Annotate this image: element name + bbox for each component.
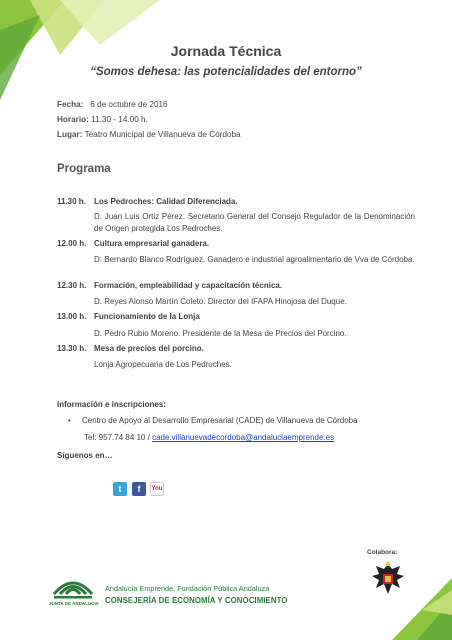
program-desc: Lonja Agropecuaria de Los Pedroches. (94, 360, 232, 369)
program-item-1200 (57, 239, 415, 248)
program-time: 13.00 h. (57, 312, 87, 321)
lugar-value: Teatro Municipal de Villanueva de Córdoba (84, 130, 241, 139)
horario-value: 11.30 - 14.00 h. (91, 115, 148, 124)
info-bullet-item (68, 416, 358, 425)
org-name-line1: Andalucía Emprende, Fundación Pública Andaluza (105, 584, 270, 593)
programa-heading: Programa (57, 163, 111, 175)
program-time: 13.30 h. (57, 344, 87, 353)
horario-label: Horario: (57, 115, 89, 124)
program-item-1230 (57, 281, 415, 290)
program-title: Funcionamiento de la Lonja (94, 312, 200, 321)
page-title: Jornada Técnica (170, 43, 282, 59)
horario-row (57, 115, 148, 124)
program-desc: D. Pedro Rubio Moreno. Presidente de la Mesa de Precios del Porcino. (94, 329, 347, 338)
program-item-1330 (57, 344, 415, 353)
program-item-1130 (57, 197, 415, 206)
colabora-label: Colabora: (367, 549, 398, 556)
junta-caption: JUNTA DE ANDALUCIA (49, 601, 99, 606)
cade-center-text: Centro de Apoyo al Desarrollo Empresarial (CADE) de Villanueva de Córdoba (82, 416, 358, 425)
info-heading: Información e inscripciones: (57, 400, 166, 409)
program-title: Mesa de precios del porcino. (94, 344, 204, 353)
program-item-1300 (57, 312, 415, 321)
program-desc: D. Juan Luis Ortiz Pérez. Secretario General del Consejo Regulador de la Denominación de Origen protegida Los Pedroches. (94, 212, 415, 233)
email-link[interactable]: cade.villanuevadecordoba@andaluciaemprende.es (152, 433, 335, 442)
follow-us-label: Síguenos en… (57, 451, 113, 460)
program-desc: D. Reyes Alonso Martín Coleto. Director del IFAPA Hinojosa del Duque. (94, 297, 347, 306)
org-name-line2: CONSEJERÍA DE ECONOMÍA Y CONOCIMIENTO (105, 596, 288, 605)
decorative-green-triangles-bottom (382, 570, 452, 640)
lugar-row (57, 130, 241, 139)
bullet-dot: • (68, 416, 71, 425)
lugar-label: Lugar: (57, 130, 83, 139)
page-subtitle: “Somos dehesa: las potencialidades del entorno” (90, 66, 362, 78)
contact-line (84, 433, 334, 442)
program-title: Cultura empresarial ganadera. (94, 239, 210, 248)
fecha-label: Fecha: (57, 100, 84, 109)
fecha-value: 6 de octubre de 2016 (90, 100, 168, 109)
twitter-icon[interactable]: t (113, 482, 127, 496)
program-time: 12.30 h. (57, 281, 87, 290)
facebook-icon[interactable]: f (132, 482, 146, 496)
program-title: Los Pedroches: Calidad Diferenciada. (94, 197, 238, 206)
program-time: 11.30 h. (57, 197, 86, 206)
youtube-icon[interactable]: You (150, 482, 164, 496)
program-time: 12.00 h. (57, 239, 87, 248)
program-title: Formación, empleabilidad y capacitación técnica. (94, 281, 283, 290)
program-desc: D. Bernardo Blanco Rodríguez. Ganadero e industrial agroalimentario de Vva de Córdoba. (94, 255, 415, 264)
fecha-row (57, 100, 168, 109)
phone-text: Tel: 957.74 84 10 / (84, 433, 153, 442)
